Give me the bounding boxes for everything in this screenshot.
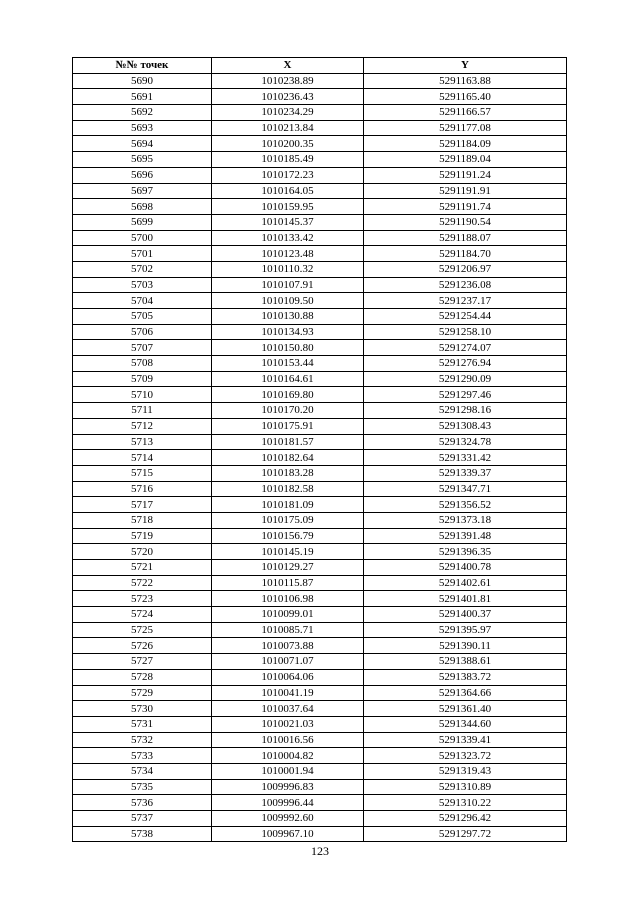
cell-x: 1010164.61 — [212, 371, 364, 387]
table-row — [73, 199, 567, 215]
cell-y: 5291297.46 — [364, 387, 567, 403]
cell-y: 5291373.18 — [364, 512, 567, 528]
cell-x: 1010085.71 — [212, 622, 364, 638]
cell-y: 5291383.72 — [364, 669, 567, 685]
table-row — [73, 763, 567, 779]
table-row — [73, 214, 567, 230]
cell-point-number: 5706 — [73, 324, 212, 340]
page-number: 123 — [311, 844, 329, 858]
table-header-row — [73, 58, 567, 74]
cell-point-number: 5723 — [73, 591, 212, 607]
cell-x: 1010145.19 — [212, 544, 364, 560]
cell-x: 1010169.80 — [212, 387, 364, 403]
table-row — [73, 89, 567, 105]
table-row — [73, 811, 567, 827]
cell-point-number: 5701 — [73, 246, 212, 262]
cell-y: 5291400.78 — [364, 560, 567, 576]
cell-y: 5291274.07 — [364, 340, 567, 356]
table-row — [73, 120, 567, 136]
cell-y: 5291347.71 — [364, 481, 567, 497]
table-row — [73, 277, 567, 293]
cell-x: 1010159.95 — [212, 199, 364, 215]
cell-point-number: 5722 — [73, 575, 212, 591]
cell-point-number: 5732 — [73, 732, 212, 748]
table-row — [73, 450, 567, 466]
cell-x: 1010016.56 — [212, 732, 364, 748]
cell-x: 1010145.37 — [212, 214, 364, 230]
cell-y: 5291400.37 — [364, 607, 567, 623]
cell-y: 5291298.16 — [364, 403, 567, 419]
table-row — [73, 105, 567, 121]
cell-y: 5291296.42 — [364, 811, 567, 827]
table-row — [73, 716, 567, 732]
table-row — [73, 152, 567, 168]
table-row — [73, 403, 567, 419]
cell-x: 1010172.23 — [212, 167, 364, 183]
table-row — [73, 309, 567, 325]
cell-y: 5291290.09 — [364, 371, 567, 387]
table-row — [73, 795, 567, 811]
cell-point-number: 5724 — [73, 607, 212, 623]
cell-point-number: 5692 — [73, 105, 212, 121]
cell-x: 1010133.42 — [212, 230, 364, 246]
table-row — [73, 685, 567, 701]
cell-x: 1010170.20 — [212, 403, 364, 419]
cell-y: 5291236.08 — [364, 277, 567, 293]
cell-x: 1010107.91 — [212, 277, 364, 293]
cell-x: 1010183.28 — [212, 465, 364, 481]
cell-point-number: 5697 — [73, 183, 212, 199]
table-row — [73, 230, 567, 246]
cell-x: 1010182.58 — [212, 481, 364, 497]
cell-point-number: 5719 — [73, 528, 212, 544]
table-row — [73, 481, 567, 497]
cell-point-number: 5714 — [73, 450, 212, 466]
cell-y: 5291395.97 — [364, 622, 567, 638]
cell-point-number: 5725 — [73, 622, 212, 638]
cell-x: 1010153.44 — [212, 356, 364, 372]
table-row — [73, 371, 567, 387]
cell-point-number: 5704 — [73, 293, 212, 309]
cell-y: 5291344.60 — [364, 716, 567, 732]
cell-x: 1010041.19 — [212, 685, 364, 701]
cell-x: 1010129.27 — [212, 560, 364, 576]
cell-x: 1010175.09 — [212, 512, 364, 528]
table-row — [73, 434, 567, 450]
table-row — [73, 356, 567, 372]
cell-point-number: 5729 — [73, 685, 212, 701]
cell-y: 5291402.61 — [364, 575, 567, 591]
table-row — [73, 701, 567, 717]
cell-x: 1010234.29 — [212, 105, 364, 121]
cell-y: 5291165.40 — [364, 89, 567, 105]
cell-point-number: 5730 — [73, 701, 212, 717]
cell-x: 1010200.35 — [212, 136, 364, 152]
table-row — [73, 183, 567, 199]
cell-y: 5291319.43 — [364, 763, 567, 779]
cell-x: 1010130.88 — [212, 309, 364, 325]
cell-point-number: 5700 — [73, 230, 212, 246]
table-row — [73, 669, 567, 685]
cell-y: 5291258.10 — [364, 324, 567, 340]
cell-point-number: 5731 — [73, 716, 212, 732]
cell-y: 5291190.54 — [364, 214, 567, 230]
cell-point-number: 5735 — [73, 779, 212, 795]
cell-x: 1010021.03 — [212, 716, 364, 732]
table-row — [73, 622, 567, 638]
cell-y: 5291206.97 — [364, 261, 567, 277]
cell-x: 1010185.49 — [212, 152, 364, 168]
cell-y: 5291184.09 — [364, 136, 567, 152]
cell-x: 1009996.83 — [212, 779, 364, 795]
table-row — [73, 575, 567, 591]
cell-x: 1010037.64 — [212, 701, 364, 717]
cell-point-number: 5695 — [73, 152, 212, 168]
cell-y: 5291297.72 — [364, 826, 567, 842]
cell-point-number: 5696 — [73, 167, 212, 183]
cell-y: 5291324.78 — [364, 434, 567, 450]
cell-point-number: 5705 — [73, 309, 212, 325]
table-row — [73, 779, 567, 795]
cell-y: 5291276.94 — [364, 356, 567, 372]
header-x: X — [212, 58, 364, 74]
cell-point-number: 5698 — [73, 199, 212, 215]
table-row — [73, 418, 567, 434]
table-row — [73, 73, 567, 89]
cell-y: 5291188.07 — [364, 230, 567, 246]
table-row — [73, 261, 567, 277]
cell-y: 5291191.24 — [364, 167, 567, 183]
cell-point-number: 5708 — [73, 356, 212, 372]
table-row — [73, 591, 567, 607]
cell-x: 1010213.84 — [212, 120, 364, 136]
cell-y: 5291401.81 — [364, 591, 567, 607]
cell-point-number: 5727 — [73, 654, 212, 670]
cell-y: 5291396.35 — [364, 544, 567, 560]
cell-y: 5291310.22 — [364, 795, 567, 811]
cell-y: 5291391.48 — [364, 528, 567, 544]
cell-point-number: 5737 — [73, 811, 212, 827]
cell-y: 5291166.57 — [364, 105, 567, 121]
table-row — [73, 324, 567, 340]
cell-point-number: 5691 — [73, 89, 212, 105]
cell-y: 5291388.61 — [364, 654, 567, 670]
cell-point-number: 5699 — [73, 214, 212, 230]
table-row — [73, 136, 567, 152]
cell-point-number: 5693 — [73, 120, 212, 136]
cell-y: 5291390.11 — [364, 638, 567, 654]
cell-point-number: 5718 — [73, 512, 212, 528]
header-y: Y — [364, 58, 567, 74]
cell-x: 1010238.89 — [212, 73, 364, 89]
cell-point-number: 5709 — [73, 371, 212, 387]
cell-point-number: 5716 — [73, 481, 212, 497]
cell-point-number: 5733 — [73, 748, 212, 764]
cell-x: 1010150.80 — [212, 340, 364, 356]
cell-y: 5291177.08 — [364, 120, 567, 136]
cell-point-number: 5721 — [73, 560, 212, 576]
cell-x: 1010001.94 — [212, 763, 364, 779]
cell-point-number: 5726 — [73, 638, 212, 654]
cell-x: 1010109.50 — [212, 293, 364, 309]
table-row — [73, 167, 567, 183]
cell-y: 5291356.52 — [364, 497, 567, 513]
cell-x: 1010123.48 — [212, 246, 364, 262]
table-row — [73, 512, 567, 528]
cell-x: 1009992.60 — [212, 811, 364, 827]
table-row — [73, 732, 567, 748]
table-row — [73, 607, 567, 623]
cell-point-number: 5707 — [73, 340, 212, 356]
cell-x: 1010182.64 — [212, 450, 364, 466]
cell-y: 5291189.04 — [364, 152, 567, 168]
cell-x: 1010106.98 — [212, 591, 364, 607]
cell-x: 1009967.10 — [212, 826, 364, 842]
cell-point-number: 5720 — [73, 544, 212, 560]
cell-point-number: 5715 — [73, 465, 212, 481]
cell-point-number: 5728 — [73, 669, 212, 685]
cell-x: 1010134.93 — [212, 324, 364, 340]
table-row — [73, 638, 567, 654]
cell-x: 1010099.01 — [212, 607, 364, 623]
cell-x: 1010110.32 — [212, 261, 364, 277]
table-row — [73, 560, 567, 576]
cell-x: 1010164.05 — [212, 183, 364, 199]
cell-point-number: 5717 — [73, 497, 212, 513]
table-row — [73, 528, 567, 544]
table-row — [73, 748, 567, 764]
table-row — [73, 826, 567, 842]
cell-point-number: 5736 — [73, 795, 212, 811]
cell-point-number: 5712 — [73, 418, 212, 434]
cell-y: 5291364.66 — [364, 685, 567, 701]
cell-y: 5291254.44 — [364, 309, 567, 325]
table-row — [73, 497, 567, 513]
header-point-number: №№ точек — [73, 58, 212, 74]
cell-point-number: 5734 — [73, 763, 212, 779]
cell-x: 1010156.79 — [212, 528, 364, 544]
cell-x: 1010073.88 — [212, 638, 364, 654]
table-row — [73, 340, 567, 356]
cell-y: 5291191.74 — [364, 199, 567, 215]
table-row — [73, 465, 567, 481]
cell-x: 1009996.44 — [212, 795, 364, 811]
cell-point-number: 5702 — [73, 261, 212, 277]
cell-x: 1010181.09 — [212, 497, 364, 513]
cell-x: 1010004.82 — [212, 748, 364, 764]
cell-x: 1010175.91 — [212, 418, 364, 434]
cell-point-number: 5738 — [73, 826, 212, 842]
cell-x: 1010071.07 — [212, 654, 364, 670]
table-row — [73, 293, 567, 309]
cell-x: 1010115.87 — [212, 575, 364, 591]
cell-y: 5291331.42 — [364, 450, 567, 466]
cell-point-number: 5694 — [73, 136, 212, 152]
cell-point-number: 5711 — [73, 403, 212, 419]
cell-y: 5291191.91 — [364, 183, 567, 199]
table-row — [73, 387, 567, 403]
cell-y: 5291308.43 — [364, 418, 567, 434]
cell-y: 5291237.17 — [364, 293, 567, 309]
table-row — [73, 246, 567, 262]
cell-y: 5291163.88 — [364, 73, 567, 89]
cell-y: 5291323.72 — [364, 748, 567, 764]
cell-point-number: 5710 — [73, 387, 212, 403]
cell-x: 1010181.57 — [212, 434, 364, 450]
cell-y: 5291361.40 — [364, 701, 567, 717]
cell-y: 5291184.70 — [364, 246, 567, 262]
table-body — [73, 73, 567, 842]
cell-y: 5291339.41 — [364, 732, 567, 748]
cell-y: 5291310.89 — [364, 779, 567, 795]
table-row — [73, 544, 567, 560]
cell-x: 1010236.43 — [212, 89, 364, 105]
cell-y: 5291339.37 — [364, 465, 567, 481]
cell-x: 1010064.06 — [212, 669, 364, 685]
coordinates-table — [72, 57, 567, 842]
cell-point-number: 5703 — [73, 277, 212, 293]
cell-point-number: 5690 — [73, 73, 212, 89]
table-row — [73, 654, 567, 670]
cell-point-number: 5713 — [73, 434, 212, 450]
